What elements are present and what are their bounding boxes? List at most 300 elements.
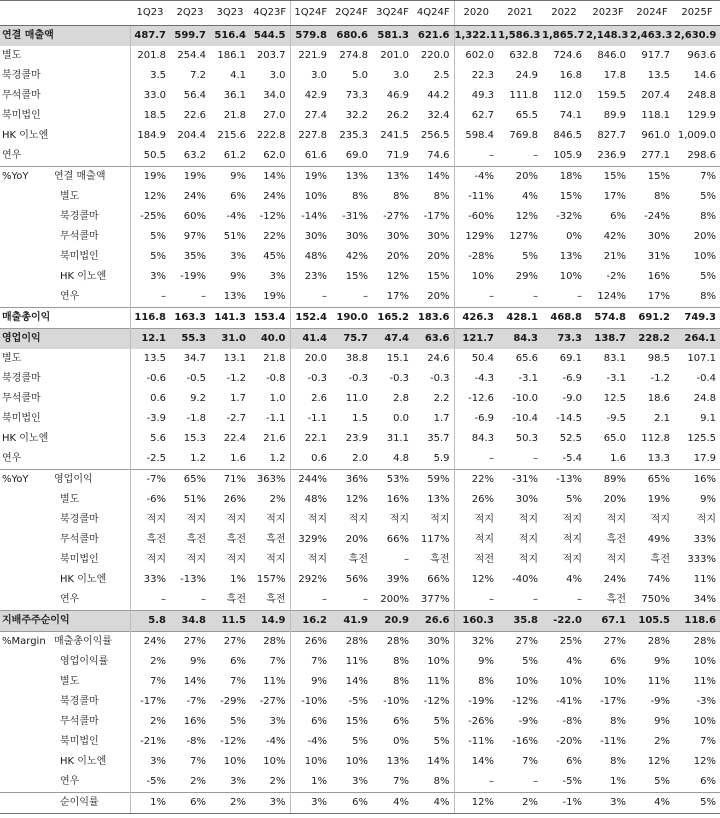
table-cell: 5% bbox=[433, 736, 450, 747]
table-cell: 16% bbox=[183, 716, 206, 727]
table-cell: 4% bbox=[566, 574, 582, 585]
table-cell: 3% bbox=[269, 271, 286, 282]
table-cell: 51% bbox=[223, 231, 246, 242]
row-label: 별도 bbox=[60, 494, 80, 505]
table-cell: 50.3 bbox=[515, 433, 538, 444]
table-cell: 33% bbox=[693, 534, 716, 545]
table-cell: 15% bbox=[427, 271, 450, 282]
table-cell: 8% bbox=[352, 191, 368, 202]
table-cell: 35% bbox=[183, 251, 206, 262]
table-cell: 1,322.1 bbox=[454, 26, 498, 47]
table-cell: -7% bbox=[130, 470, 170, 491]
table-cell: 3% bbox=[250, 793, 290, 814]
table-cell: 6% bbox=[331, 793, 372, 814]
table-cell: 3% bbox=[130, 267, 170, 287]
table-cell: 20.0 bbox=[290, 349, 331, 369]
table-cell: -3.9 bbox=[130, 409, 170, 429]
table-cell: 4% bbox=[522, 191, 538, 202]
table-row bbox=[0, 369, 720, 389]
table-cell: 201.8 bbox=[130, 46, 170, 66]
table-cell: -4% bbox=[266, 736, 286, 747]
table-cell: 4.1 bbox=[230, 70, 246, 81]
table-cell: 10% bbox=[693, 656, 716, 667]
table-cell: 4% bbox=[413, 793, 454, 814]
col-header: 1Q23 bbox=[130, 1, 170, 26]
table-cell: 2.6 bbox=[290, 389, 331, 409]
table-cell: 42% bbox=[345, 251, 368, 262]
table-cell: 14% bbox=[427, 756, 450, 767]
row-group-label bbox=[0, 227, 52, 247]
table-cell: 75.7 bbox=[331, 329, 372, 350]
row-group-label bbox=[0, 207, 52, 227]
table-cell: 15% bbox=[345, 271, 368, 282]
table-cell: 12.5 bbox=[603, 393, 626, 404]
table-cell: 4% bbox=[566, 656, 582, 667]
table-cell: -60% bbox=[454, 207, 498, 227]
table-cell: -0.3 bbox=[429, 373, 450, 384]
table-cell: -9.0 bbox=[562, 393, 582, 404]
table-cell: – bbox=[130, 590, 170, 611]
table-cell: 13% bbox=[386, 756, 409, 767]
table-cell: 적지 bbox=[696, 514, 716, 525]
table-row bbox=[0, 429, 720, 449]
table-cell: 1.7 bbox=[230, 393, 246, 404]
table-cell: – bbox=[290, 590, 331, 611]
table-cell: 2.1 bbox=[654, 413, 670, 424]
table-cell: -0.3 bbox=[290, 369, 331, 389]
table-cell: -1.2 bbox=[226, 373, 246, 384]
row-label: 연우 bbox=[2, 150, 22, 161]
table-cell: 27.0 bbox=[263, 110, 286, 121]
table-cell: 59% bbox=[413, 470, 454, 491]
table-cell: -0.3 bbox=[389, 373, 409, 384]
row-group-label bbox=[0, 732, 52, 752]
table-cell: 12% bbox=[647, 756, 670, 767]
table-cell: 적지 bbox=[186, 514, 206, 525]
table-cell: 10% bbox=[559, 271, 582, 282]
table-cell: 5% bbox=[674, 793, 720, 814]
table-cell: 13.1 bbox=[223, 353, 246, 364]
table-cell: 27% bbox=[498, 632, 542, 653]
table-cell: -20% bbox=[556, 736, 582, 747]
row-group-label: %Margin bbox=[0, 632, 52, 653]
table-cell: 7% bbox=[700, 736, 716, 747]
table-cell: 14% bbox=[454, 752, 498, 772]
table-cell: 6% bbox=[230, 191, 246, 202]
table-cell: 9.2 bbox=[190, 393, 206, 404]
table-cell: 19% bbox=[170, 167, 210, 188]
table-cell: – bbox=[454, 449, 498, 470]
table-cell: 적지 bbox=[130, 550, 170, 570]
table-cell: 34.7 bbox=[183, 353, 206, 364]
table-cell: 2.5 bbox=[433, 70, 450, 81]
table-cell: 15% bbox=[559, 191, 582, 202]
table-cell: 165.2 bbox=[372, 308, 413, 329]
table-cell: 5% bbox=[352, 736, 368, 747]
table-cell: 8% bbox=[700, 291, 716, 302]
table-cell: 1.6 bbox=[610, 453, 626, 464]
table-cell: 724.6 bbox=[553, 50, 582, 61]
table-cell: 63.2 bbox=[183, 150, 206, 161]
col-header: 2023F bbox=[586, 1, 630, 26]
table-cell: 89% bbox=[586, 470, 630, 491]
table-cell: 2% bbox=[130, 712, 170, 732]
table-cell: -13% bbox=[542, 470, 586, 491]
table-cell: – bbox=[454, 590, 498, 611]
table-cell: 1,586.3 bbox=[498, 26, 542, 47]
table-cell: -7% bbox=[186, 696, 206, 707]
table-cell: -4% bbox=[226, 211, 246, 222]
table-cell: 516.4 bbox=[210, 26, 250, 47]
table-row bbox=[0, 227, 720, 247]
table-cell: 13% bbox=[331, 167, 372, 188]
table-cell: -41% bbox=[556, 696, 582, 707]
table-cell: 1.6 bbox=[230, 453, 246, 464]
table-cell: 157% bbox=[256, 574, 286, 585]
table-cell: -17% bbox=[130, 692, 170, 712]
table-row bbox=[0, 187, 720, 207]
table-cell: 흑전 bbox=[348, 554, 368, 565]
table-cell: 244% bbox=[290, 470, 331, 491]
row-label: HK 이노엔 bbox=[60, 271, 107, 282]
table-cell: 39% bbox=[386, 574, 409, 585]
table-cell: 1,865.7 bbox=[542, 26, 586, 47]
row-label: HK 이노엔 bbox=[2, 433, 49, 444]
table-cell: 8% bbox=[610, 756, 626, 767]
table-cell: 28% bbox=[630, 632, 674, 653]
table-cell: 163.3 bbox=[170, 308, 210, 329]
table-cell: 201.0 bbox=[380, 50, 409, 61]
table-cell: 67.1 bbox=[586, 611, 630, 632]
table-cell: 152.4 bbox=[290, 308, 331, 329]
table-cell: -27% bbox=[383, 211, 409, 222]
table-cell: 65.0 bbox=[603, 433, 626, 444]
table-cell: 6% bbox=[230, 656, 246, 667]
table-cell: 적지 bbox=[518, 554, 538, 565]
table-cell: 963.6 bbox=[687, 50, 716, 61]
table-cell: 8% bbox=[433, 191, 450, 202]
table-cell: 13% bbox=[427, 494, 450, 505]
table-row bbox=[0, 570, 720, 590]
table-cell: 15% bbox=[586, 167, 630, 188]
table-cell: 42.9 bbox=[290, 86, 331, 106]
table-row bbox=[0, 207, 720, 227]
table-cell: 69.0 bbox=[345, 150, 368, 161]
table-cell: 1.2 bbox=[269, 453, 286, 464]
table-cell: 10% bbox=[345, 756, 368, 767]
table-cell: 2% bbox=[210, 793, 250, 814]
table-cell: 5.8 bbox=[130, 611, 170, 632]
table-cell: -40% bbox=[512, 574, 538, 585]
table-cell: 363% bbox=[250, 470, 290, 491]
table-cell: 10% bbox=[515, 676, 538, 687]
table-cell: 65.6 bbox=[515, 353, 538, 364]
row-label: 북미법인 bbox=[2, 413, 41, 424]
table-cell: 12% bbox=[130, 187, 170, 207]
table-cell: 41.4 bbox=[290, 329, 331, 350]
table-cell: -2.5 bbox=[130, 449, 170, 470]
table-cell: – bbox=[404, 554, 409, 565]
row-label: 북경콜마 bbox=[60, 211, 99, 222]
table-row bbox=[0, 652, 720, 672]
table-cell: -0.5 bbox=[186, 373, 206, 384]
row-label: HK 이노엔 bbox=[2, 130, 49, 141]
table-cell: 31.1 bbox=[386, 433, 409, 444]
table-cell: 16% bbox=[386, 494, 409, 505]
table-cell: 71.9 bbox=[386, 150, 409, 161]
table-row bbox=[0, 470, 720, 491]
row-label: 무석콜마 bbox=[2, 393, 41, 404]
table-cell: 34% bbox=[693, 594, 716, 605]
table-cell: 11% bbox=[427, 676, 450, 687]
table-cell: 10% bbox=[290, 752, 331, 772]
table-cell: 흑전 bbox=[130, 530, 170, 550]
table-cell: 2.8 bbox=[393, 393, 409, 404]
table-cell: 적지 bbox=[266, 514, 286, 525]
table-cell: 3% bbox=[290, 793, 331, 814]
table-cell: 2% bbox=[269, 494, 286, 505]
table-cell: 24.9 bbox=[515, 70, 538, 81]
table-cell: 2% bbox=[498, 793, 542, 814]
table-cell: 흑전 bbox=[650, 554, 670, 565]
table-cell: -8% bbox=[562, 716, 582, 727]
row-group-label bbox=[0, 692, 52, 712]
table-cell: 19% bbox=[263, 291, 286, 302]
table-cell: 26.6 bbox=[413, 611, 454, 632]
table-cell: 487.7 bbox=[130, 26, 170, 47]
table-row bbox=[0, 550, 720, 570]
table-cell: -2.7 bbox=[226, 413, 246, 424]
table-cell: 흑전 bbox=[266, 594, 286, 605]
table-cell: 183.6 bbox=[413, 308, 454, 329]
table-cell: 2,630.9 bbox=[674, 26, 720, 47]
table-cell: -5% bbox=[562, 776, 582, 787]
table-cell: – bbox=[577, 291, 582, 302]
table-cell: 24.8 bbox=[693, 393, 716, 404]
table-cell: 9% bbox=[654, 656, 670, 667]
table-cell: 3.0 bbox=[269, 70, 286, 81]
table-cell: -12% bbox=[220, 736, 246, 747]
table-row bbox=[0, 287, 720, 308]
table-cell: 11.0 bbox=[345, 393, 368, 404]
table-cell: 13% bbox=[559, 251, 582, 262]
row-group-label bbox=[0, 550, 52, 570]
table-cell: 6% bbox=[393, 716, 409, 727]
table-cell: 20% bbox=[498, 167, 542, 188]
table-cell: -13% bbox=[180, 574, 206, 585]
table-row bbox=[0, 611, 720, 632]
table-cell: 10% bbox=[290, 187, 331, 207]
table-cell: 20% bbox=[603, 494, 626, 505]
table-cell: -22.0 bbox=[542, 611, 586, 632]
table-cell: 16% bbox=[674, 470, 720, 491]
table-cell: 16.8 bbox=[559, 70, 582, 81]
table-cell: 26.2 bbox=[386, 110, 409, 121]
table-cell: 10% bbox=[427, 656, 450, 667]
table-cell: 47.4 bbox=[372, 329, 413, 350]
row-label: 북경콜마 bbox=[60, 696, 99, 707]
table-cell: – bbox=[201, 291, 206, 302]
table-cell: 30% bbox=[413, 632, 454, 653]
table-row bbox=[0, 732, 720, 752]
row-label: 북미법인 bbox=[2, 110, 41, 121]
table-cell: 35.7 bbox=[427, 433, 450, 444]
table-cell: 1.2 bbox=[190, 453, 206, 464]
row-label: 무석콜마 bbox=[60, 231, 99, 242]
header-blank bbox=[0, 1, 52, 26]
row-group-label bbox=[0, 652, 52, 672]
table-row bbox=[0, 267, 720, 287]
table-cell: 11% bbox=[647, 676, 670, 687]
table-row bbox=[0, 490, 720, 510]
table-cell: 53% bbox=[372, 470, 413, 491]
table-cell: 6% bbox=[290, 712, 331, 732]
table-cell: -11% bbox=[454, 187, 498, 207]
table-row bbox=[0, 308, 720, 329]
table-cell: 6% bbox=[566, 756, 582, 767]
table-cell: – bbox=[533, 776, 538, 787]
table-cell: -4.3 bbox=[454, 369, 498, 389]
table-cell: -3% bbox=[696, 696, 716, 707]
table-cell: 흑전 bbox=[266, 534, 286, 545]
table-row bbox=[0, 632, 720, 653]
table-cell: 27% bbox=[210, 632, 250, 653]
table-cell: 42% bbox=[603, 231, 626, 242]
table-cell: – bbox=[130, 287, 170, 308]
table-cell: -17% bbox=[600, 696, 626, 707]
table-cell: 31.0 bbox=[210, 329, 250, 350]
row-label: 북경콜마 bbox=[2, 70, 41, 81]
row-label: 영업이익 bbox=[52, 470, 130, 491]
row-label: 순이익률 bbox=[52, 793, 130, 814]
table-cell: -1.1 bbox=[265, 413, 286, 424]
row-label: 별도 bbox=[60, 191, 80, 202]
table-cell: – bbox=[201, 594, 206, 605]
row-label: 북경콜마 bbox=[60, 514, 99, 525]
table-row bbox=[0, 449, 720, 470]
table-cell: 10% bbox=[693, 251, 716, 262]
table-cell: 377% bbox=[420, 594, 450, 605]
table-cell: 0% bbox=[566, 231, 582, 242]
row-label: 지배주주순이익 bbox=[0, 611, 130, 632]
table-cell: 36% bbox=[331, 470, 372, 491]
table-row bbox=[0, 530, 720, 550]
row-label: 매출총이익 bbox=[0, 308, 130, 329]
table-cell: – bbox=[533, 150, 538, 161]
table-cell: – bbox=[533, 594, 538, 605]
table-cell: 적지 bbox=[454, 510, 498, 530]
table-cell: 적지 bbox=[266, 554, 286, 565]
table-cell: 적전 bbox=[454, 550, 498, 570]
table-cell: 17% bbox=[386, 291, 409, 302]
table-cell: 207.4 bbox=[641, 90, 670, 101]
table-cell: 15% bbox=[630, 167, 674, 188]
table-cell: 55.3 bbox=[170, 329, 210, 350]
table-cell: 11% bbox=[263, 676, 286, 687]
table-cell: 691.2 bbox=[630, 308, 674, 329]
table-cell: 12% bbox=[345, 494, 368, 505]
table-cell: -1.8 bbox=[186, 413, 206, 424]
table-cell: 5% bbox=[700, 191, 716, 202]
table-cell: 2% bbox=[130, 652, 170, 672]
table-cell: 38.8 bbox=[345, 353, 368, 364]
table-cell: 20% bbox=[345, 534, 368, 545]
table-cell: 24% bbox=[263, 191, 286, 202]
table-cell: 125.5 bbox=[687, 433, 716, 444]
table-cell: 16% bbox=[647, 271, 670, 282]
table-cell: -31% bbox=[342, 211, 368, 222]
table-cell: 적지 bbox=[130, 510, 170, 530]
table-cell: 22% bbox=[263, 231, 286, 242]
table-cell: 544.5 bbox=[250, 26, 290, 47]
table-cell: 20% bbox=[693, 231, 716, 242]
table-cell: 2% bbox=[654, 736, 670, 747]
table-cell: 292% bbox=[290, 570, 331, 590]
table-cell: 118.6 bbox=[674, 611, 720, 632]
table-row bbox=[0, 66, 720, 86]
table-cell: 74.6 bbox=[427, 150, 450, 161]
table-cell: 11% bbox=[345, 656, 368, 667]
table-cell: 12% bbox=[515, 211, 538, 222]
table-cell: 적지 bbox=[606, 554, 626, 565]
table-cell: -21% bbox=[130, 732, 170, 752]
table-cell: 적지 bbox=[454, 530, 498, 550]
table-cell: 62.0 bbox=[263, 150, 286, 161]
table-cell: 0.6 bbox=[290, 449, 331, 470]
table-cell: 27% bbox=[586, 632, 630, 653]
table-cell: 49% bbox=[647, 534, 670, 545]
table-cell: 41.9 bbox=[331, 611, 372, 632]
table-cell: 7% bbox=[230, 676, 246, 687]
table-cell: -9.5 bbox=[606, 413, 626, 424]
table-cell: 10% bbox=[559, 676, 582, 687]
table-cell: 28% bbox=[331, 632, 372, 653]
table-cell: 50.5 bbox=[130, 146, 170, 167]
table-cell: 118.1 bbox=[641, 110, 670, 121]
table-cell: -24% bbox=[644, 211, 670, 222]
table-cell: 579.8 bbox=[290, 26, 331, 47]
table-cell: -6.9 bbox=[454, 409, 498, 429]
table-cell: 961.0 bbox=[641, 130, 670, 141]
table-cell: -12% bbox=[512, 696, 538, 707]
col-header: 3Q24F bbox=[372, 1, 413, 26]
table-cell: 241.5 bbox=[380, 130, 409, 141]
table-cell: 적지 bbox=[290, 510, 331, 530]
table-cell: 74.1 bbox=[559, 110, 582, 121]
table-cell: 228.2 bbox=[630, 329, 674, 350]
table-cell: 10% bbox=[263, 756, 286, 767]
table-cell: 236.9 bbox=[597, 150, 626, 161]
table-cell: 20% bbox=[386, 251, 409, 262]
table-row bbox=[0, 409, 720, 429]
table-cell: 10% bbox=[693, 716, 716, 727]
table-cell: 8% bbox=[393, 656, 409, 667]
table-cell: -9% bbox=[518, 716, 538, 727]
table-cell: -25% bbox=[130, 207, 170, 227]
table-cell: 24% bbox=[183, 191, 206, 202]
table-cell: 28% bbox=[674, 632, 720, 653]
table-cell: 14% bbox=[413, 167, 454, 188]
table-cell: 129.9 bbox=[687, 110, 716, 121]
table-cell: -5.4 bbox=[562, 453, 582, 464]
table-cell: 105.5 bbox=[630, 611, 674, 632]
table-cell: -10.0 bbox=[512, 393, 538, 404]
table-cell: 159.5 bbox=[597, 90, 626, 101]
table-cell: 3% bbox=[230, 776, 246, 787]
table-cell: 34.0 bbox=[263, 90, 286, 101]
table-cell: 12% bbox=[693, 756, 716, 767]
table-cell: 5% bbox=[522, 251, 538, 262]
